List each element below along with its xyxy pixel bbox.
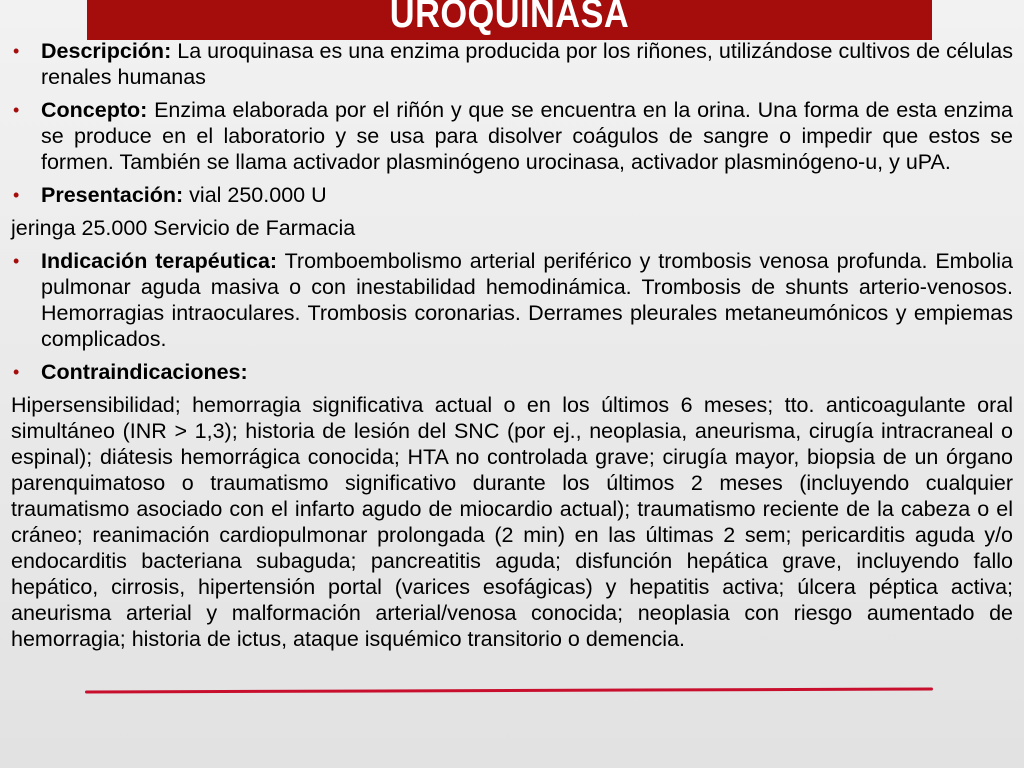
slide-content (11, 38, 1013, 659)
concepto-label: Concepto: (41, 98, 148, 122)
bullet-indicacion (11, 248, 1013, 352)
indicacion-label: Indicación terapéutica: (41, 249, 278, 273)
bullet-icon: • (13, 100, 20, 120)
bullet-icon: • (13, 41, 20, 61)
annotation-underline (85, 688, 933, 694)
jeringa-line: jeringa 25.000 Servicio de Farmacia (11, 216, 356, 240)
concepto-text: Enzima elaborada por el riñón y que se encuentra en la orina. Una forma de esta enzima se produce en el laboratorio y se usa para disolver coágulos de sangre o impedir que estos se formen. También se llama activador plasminógeno urocinasa, activador plasminógeno-u, y uPA. (41, 98, 1013, 174)
page-title: UROQUINASA (389, 0, 630, 36)
presentacion-label: Presentación: (41, 183, 184, 207)
descripcion-label: Descripción: (41, 39, 172, 63)
bullet-concepto (11, 97, 1013, 175)
indicacion-text: Tromboembolismo arterial periférico y trombosis venosa profunda. Embolia pulmonar aguda masiva o con inestabilidad hemodinámica. Trombosis de shunts arterio-venosos. Hemorragias intraoculares. Trombosis coronarias. Derrames pleurales metaneumónicos y empiemas complicados. (41, 249, 1013, 351)
contraindicaciones-text: Hipersensibilidad; hemorragia significativa actual o en los últimos 6 meses; tto. anticoagulante oral simultáneo (INR > 1,3); historia de lesión del SNC (por ej., neoplasia, aneurisma, cirugía intracraneal o espinal); diátesis hemorrágica conocida; HTA no controlada grave; cirugía mayor, biopsia de un órgano parenquimatoso o traumatismo significativo durante los últimos 2 meses (incluyendo cualquier traumatismo asociado con el infarto agudo de miocardio actual); traumatismo reciente de la cabeza o el cráneo; reanimación cardiopulmonar prolongada (2 min) en las últimas 2 sem; pericarditis aguda y/o endocarditis bacteriana subaguda; pancreatitis aguda; disfunción hepática grave, incluyendo fallo hepático, cirrosis, hipertensión portal (varices esofágicas) y hepatitis activa; úlcera péptica activa; aneurisma arterial y malformación arterial/venosa conocida; neoplasia con riesgo aumentado de hemorragia; historia de ictus, ataque isquémico transitorio o demencia. (11, 393, 1013, 651)
bullet-icon: • (13, 185, 20, 205)
bullet-presentacion (11, 182, 1013, 208)
bullet-icon: • (13, 251, 20, 271)
descripcion-text: La uroquinasa es una enzima producida por los riñones, utilizándose cultivos de células renales humanas (41, 39, 1013, 89)
title-bar (87, 0, 932, 40)
presentacion-text: vial 250.000 U (183, 183, 327, 207)
bullet-descripcion (11, 38, 1013, 90)
contraindicaciones-label: Contraindicaciones: (41, 360, 248, 384)
bullet-contraindicaciones (11, 359, 1013, 385)
bullet-icon: • (13, 362, 20, 382)
